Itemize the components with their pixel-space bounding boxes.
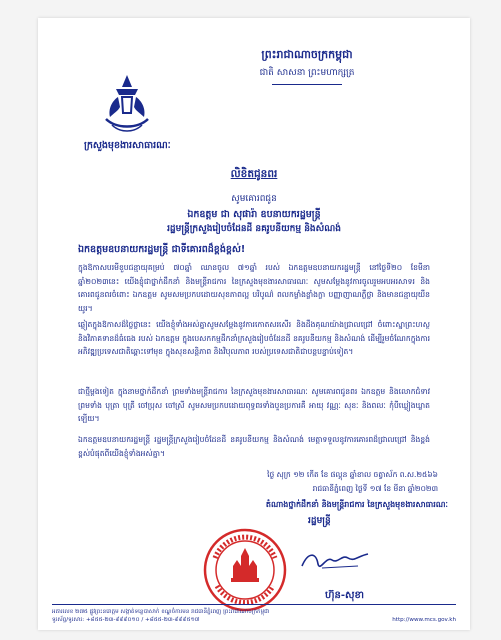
recipient-position: រដ្ឋមន្ត្រីក្រសួងរៀបចំដែនដី នគរូបនីយកម្ម និងសំណង់ xyxy=(167,224,341,234)
paragraph-1: ក្នុងឱកាសបរមីខួបជន្មាយុគម្រប់ ៧០ឆ្នាំ ឈានចូល ៧១ឆ្នាំ របស់ ឯកឧត្តមឧបនាយករដ្ឋមន្ត្រី នៅថ្ងៃទី២០ ខែមីនា ឆ្នាំ២០២៣នេះ យើងខ្ញុំជាថ្នាក់ដឹកនាំ និងមន្ត្រីរាជការ នៃក្រសួងមុខងារសាធារណៈ សូមសម្ដែងនូវការចូលរួមអបអរសាទរ និងគោរពជូនពរចំពោះ ឯកឧត្តម សូមសមប្រកបដោយសុខភាពល្អ បរិបូណ៌ ពលកម្លាំងខ្លាំងក្លា បញ្ញាញាណភ្លឺថ្លា និងមានជន្មាយុយឺនយូរ។ xyxy=(78,263,430,313)
recipient-greeting: សូមគោរពជូន xyxy=(231,194,277,204)
letter-page xyxy=(38,18,470,630)
ministry-emblem-icon xyxy=(98,73,156,135)
salutation: ឯកឧត្តមឧបនាយករដ្ឋមន្ត្រី ជាទីគោរពដ៏ខ្ពង់ខ្ពស់! xyxy=(78,244,246,255)
letterhead-right xyxy=(232,48,382,85)
footer-website: http://www.mcs.gov.kh xyxy=(392,617,456,623)
national-motto: ជាតិ សាសនា ព្រះមហាក្សត្រ xyxy=(259,68,355,78)
paragraph-2: ឆ្លៀតក្នុងឱកាសដ៏ថ្លៃថ្លានេះ យើងខ្ញុំទាំងអស់គ្នាសូមសម្ដែងនូវការកោតសរសើរ និងដឹងគុណយ៉ាងជ្រាលជ្រៅ ចំពោះស្នាព្រះហស្ថ និងវិភាគទានដ៏ធំធេង របស់ ឯកឧត្តម ក្នុងបេសកកម្មដឹកនាំក្រសួងរៀបចំដែនដី នគរូបនីយកម្ម និងសំណង់ ដើម្បីរួមចំណែកក្នុងការអភិវឌ្ឍប្រទេសជាតិឆ្ពោះទៅមុខ ក្នុងសុខសន្តិភាព និងវិបុលភាព របស់ប្រទេសជាតិជាបន្តបន្ទាប់ទៀត។ xyxy=(78,320,430,356)
kingdom-title: ព្រះរាជាណាចក្រកម្ពុជា xyxy=(261,48,353,61)
paragraph-3: ជាថ្មីម្ដងទៀត ក្នុងនាមថ្នាក់ដឹកនាំ ព្រមទាំងមន្ត្រីរាជការ នៃក្រសួងមុខងារសាធារណៈ សូមគោរពជូនពរ ឯកឧត្តម និងលោកជំទាវ ព្រមទាំង បុត្រា បុត្រី ចៅប្រុស ចៅស្រី សូមសមប្រកបដោយពុទ្ធពរទាំងបួនប្រការគឺ អាយុ វណ្ណៈ សុខៈ និងពលៈ កុំបីឃ្លៀងឃ្លាតឡើយ។ xyxy=(78,387,430,423)
signatory-name: ហ៊ុន-សុខា xyxy=(325,590,365,601)
ministry-name: ក្រសួងមុខងារសាធារណៈ xyxy=(84,140,171,151)
solar-date: រាជធានីភ្នំពេញ ថ្ងៃទី ១៧ ខែ មីនា ឆ្នាំ២០២៣ xyxy=(312,484,438,493)
motto-divider xyxy=(272,84,342,85)
official-seal-icon xyxy=(203,528,287,612)
footer-phone: ទូរស័ព្ទ/ទូរសារ: +៨៥៥-២៣-៩៩៩០១០ / +៨៥៥-២៣-៩៩៩៥១៧ xyxy=(52,617,200,623)
recipient-name: ឯកឧត្តម ជា សុផារ៉ា ឧបនាយករដ្ឋមន្ត្រី xyxy=(187,209,321,220)
footer-address: អគារលេខ ២៧៥ ផ្លូវព្រះនរោត្តម សង្កាត់ទន្លេបាសាក់ ខណ្ឌចំការមន រាជធានីភ្នំពេញ ព្រះរាជាណាចក្រកម្ពុជា xyxy=(52,609,270,615)
signatory-title: រដ្ឋមន្ត្រី xyxy=(308,516,331,526)
letter-footer xyxy=(52,604,456,624)
lunar-date: ថ្ងៃ សុក្រ ១២ កើត ខែ ផល្គុន ឆ្នាំខាល ចត្វាស័ក ព.ស.២៥៦៦ xyxy=(267,470,438,479)
signatory-role: តំណាងថ្នាក់ដឹកនាំ និងមន្ត្រីរាជការ នៃក្រសួងមុខងារសាធារណៈ xyxy=(265,500,448,509)
letter-title: លិខិតជូនពរ xyxy=(230,168,278,180)
paragraph-4: ឯកឧត្តមឧបនាយករដ្ឋមន្ត្រី រដ្ឋមន្ត្រីក្រសួងរៀបចំដែនដី នគរូបនីយកម្ម និងសំណង់ មេត្តាទទួលនូវការគោរពដ៏ជ្រាលជ្រៅ និងខ្ពង់ខ្ពស់បំផុតពីយើងខ្ញុំទាំងអស់គ្នា។ xyxy=(78,435,430,458)
handwritten-signature xyxy=(298,546,373,574)
